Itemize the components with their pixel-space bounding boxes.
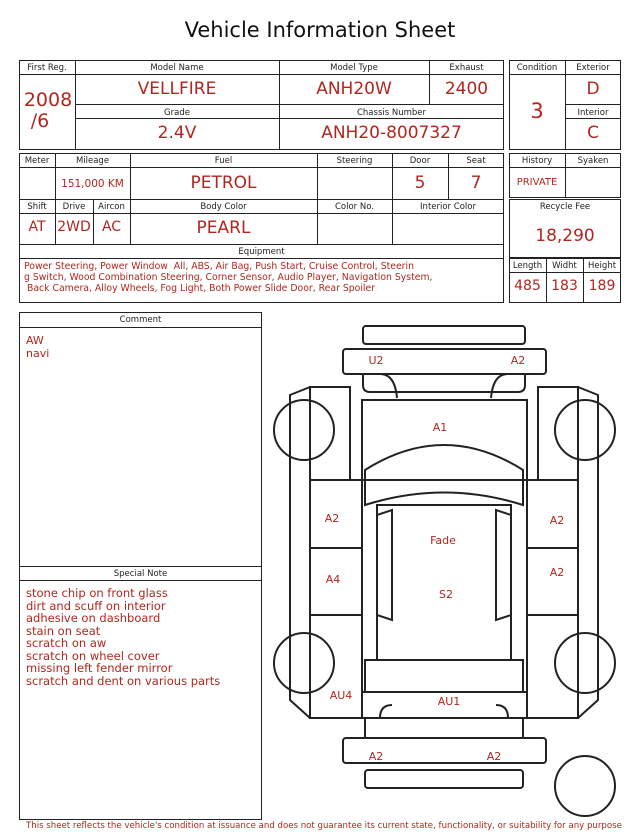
comment-line: navi: [26, 347, 50, 360]
exterior-label: Exterior: [576, 63, 610, 73]
special-note-item: stain on seat: [26, 623, 101, 638]
equipment-line: Power Steering, Power Window All, ABS, Air Bag, Push Start, Cruise Control, Steerin: [24, 261, 414, 272]
seat-value: 7: [470, 173, 482, 193]
height-value: 189: [588, 278, 616, 294]
grade-value: 2.4V: [157, 123, 197, 143]
fuel-value: PETROL: [190, 173, 257, 193]
interior-color-label: Interior Color: [420, 202, 476, 212]
vehicle-damage-diagram: [268, 320, 634, 820]
special-note-item: scratch and dent on various parts: [26, 673, 221, 688]
exhaust-value: 2400: [444, 79, 489, 99]
mileage-value: 151,000 KM: [61, 178, 124, 190]
model-type-value: ANH20W: [316, 79, 392, 99]
meter-label: Meter: [24, 156, 50, 166]
shift-value: AT: [28, 219, 46, 235]
special-note-item: scratch on aw: [26, 636, 107, 650]
special-notes: [26, 587, 220, 687]
condition-value: 3: [530, 99, 544, 123]
condition-label: Condition: [516, 63, 558, 73]
color-no-label: Color No.: [334, 202, 374, 212]
door-label: Door: [409, 156, 431, 166]
special-note-item: scratch on wheel cover: [26, 648, 160, 663]
equipment-line: g Switch, Wood Combination Steering, Corner Sensor, Audio Player, Navigation System,: [24, 272, 433, 283]
mark-left-rear-quarter: AU4: [329, 689, 353, 702]
comment-line: AW: [26, 334, 44, 347]
history-label: History: [521, 156, 553, 166]
aircon-value: AC: [101, 219, 122, 235]
mark-left-front-fender: A2: [324, 512, 340, 525]
chassis-number-label: Chassis Number: [356, 108, 427, 118]
body-color-label: Body Color: [200, 202, 247, 212]
mark-hood: A1: [432, 421, 448, 434]
model-type-label: Model Type: [330, 63, 378, 73]
model-name-label: Model Name: [150, 63, 204, 73]
mark-roof: Fade: [430, 534, 456, 547]
exhaust-label: Exhaust: [449, 63, 484, 73]
mark-front-bumper-left: U2: [368, 354, 384, 367]
history-value: PRIVATE: [516, 177, 558, 188]
equipment-label: Equipment: [238, 247, 285, 257]
aircon-label: Aircon: [98, 202, 125, 212]
drive-label: Drive: [62, 202, 86, 212]
equipment-text: [24, 261, 502, 294]
mark-left-slide-door: A4: [325, 573, 341, 586]
mark-right-front-fender: A2: [549, 514, 565, 527]
interior-value: C: [587, 123, 599, 143]
recycle-fee-label: Recycle Fee: [539, 202, 591, 212]
drive-value: 2WD: [57, 219, 91, 235]
mark-rear-bumper-left: A2: [368, 750, 384, 763]
special-note-item: adhesive on dashboard: [26, 611, 161, 625]
width-value: 183: [551, 278, 578, 294]
comment-label: Comment: [119, 315, 162, 325]
interior-label: Interior: [577, 108, 609, 118]
fuel-label: Fuel: [214, 156, 233, 166]
mark-right-slide-door: A2: [549, 566, 565, 579]
special-note-item: stone chip on front glass: [26, 586, 168, 600]
special-note-label: Special Note: [113, 569, 168, 579]
mileage-label: Mileage: [75, 156, 110, 166]
special-note-item: missing left fender mirror: [26, 661, 173, 675]
body-color-value: PEARL: [196, 218, 251, 238]
width-label: Widht: [552, 261, 577, 271]
model-name-value: VELLFIRE: [137, 79, 217, 99]
mark-rear-bumper-right: A2: [486, 750, 502, 763]
door-value: 5: [414, 173, 426, 193]
mark-front-bumper-right: A2: [510, 354, 526, 367]
first-reg-month: /6: [30, 110, 50, 132]
disclaimer-footer: This sheet reflects the vehicle's condition at issuance and does not guarantee its current state, functionality, or suitability for any purpose: [26, 821, 622, 831]
length-label: Length: [512, 261, 543, 271]
special-note-item: dirt and scuff on interior: [26, 598, 166, 613]
comment-text: [26, 334, 49, 360]
grade-label: Grade: [164, 108, 190, 118]
syaken-label: Syaken: [577, 156, 609, 166]
first-reg-label: First Reg.: [27, 63, 67, 73]
page-title: Vehicle Information Sheet: [184, 18, 456, 42]
seat-label: Seat: [466, 156, 486, 166]
shift-label: Shift: [27, 202, 47, 212]
mark-roof-rear: S2: [439, 588, 453, 601]
chassis-number-value: ANH20-8007327: [321, 123, 462, 143]
first-reg-year: 2008: [23, 89, 73, 111]
length-value: 485: [514, 278, 541, 294]
mark-rear-gate: AU1: [437, 695, 461, 708]
exterior-value: D: [586, 79, 600, 99]
equipment-line: Back Camera, Alloy Wheels, Fog Light, Both Power Slide Door, Rear Spoiler: [24, 283, 376, 294]
height-label: Height: [587, 261, 617, 271]
steering-label: Steering: [336, 156, 373, 166]
recycle-fee-value: 18,290: [535, 226, 595, 246]
